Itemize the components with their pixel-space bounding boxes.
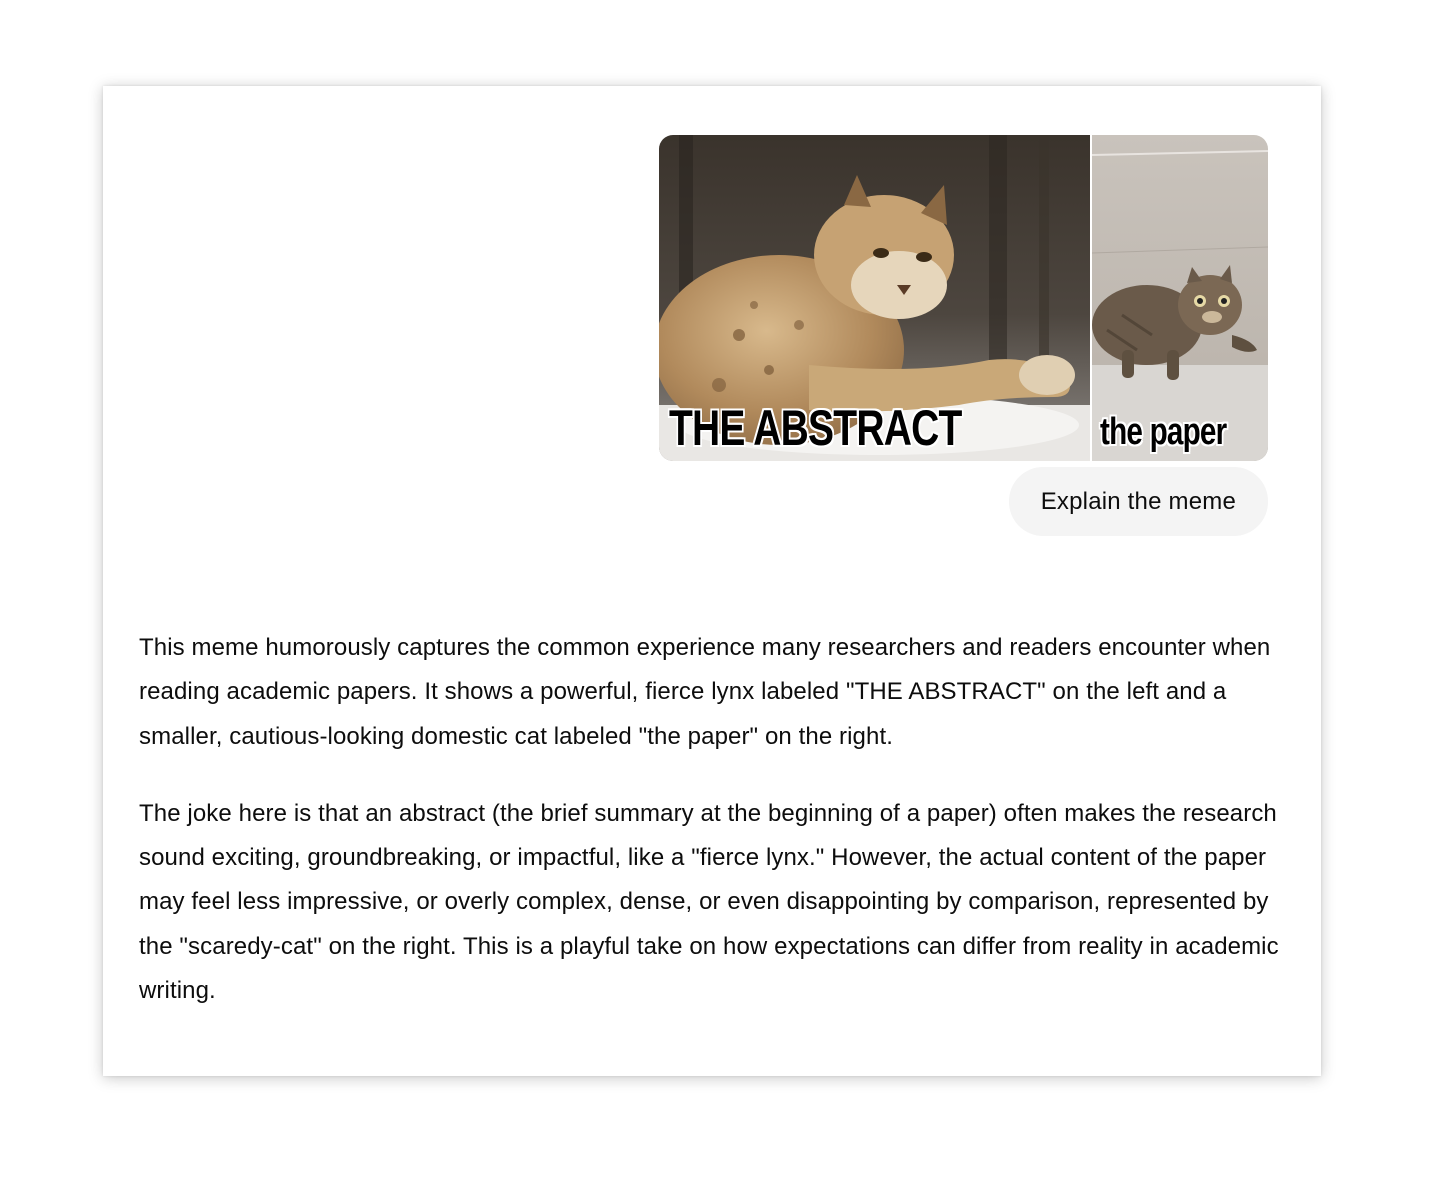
chat-window [103, 86, 1321, 1076]
meme-caption-left: THE ABSTRACT [669, 400, 962, 456]
response-paragraph-1: This meme humorously captures the common experience many researchers and readers encounter when reading academic papers. It shows a powerful, fierce lynx labeled "THE ABSTRACT" on the left and a smaller, cautious-looking domestic cat labeled "the paper" on the right. [139, 634, 1271, 750]
meme-image-attachment[interactable] [659, 135, 1268, 461]
meme-panel-cat [1092, 135, 1268, 461]
assistant-response [139, 626, 1279, 1046]
user-message-bubble: Explain the meme [1009, 467, 1268, 536]
response-paragraph-2: The joke here is that an abstract (the brief summary at the beginning of a paper) often makes the research sound exciting, groundbreaking, or impactful, like a "fierce lynx." However, the actual content of the paper may feel less impressive, or overly complex, dense, or even disappointing by comparison, represented by the "scaredy-cat" on the right. This is a playful take on how expectations can differ from reality in academic writing. [139, 799, 1279, 1005]
meme-panel-lynx [659, 135, 1090, 461]
meme-caption-right: the paper [1100, 411, 1227, 453]
